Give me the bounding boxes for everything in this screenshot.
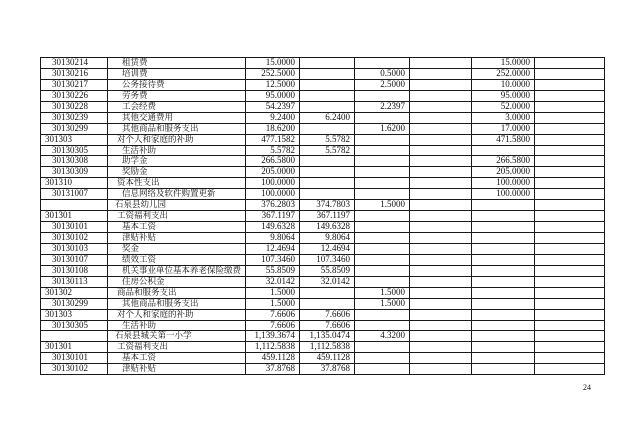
amount-cell [535,200,605,211]
code-cell: 30130101 [41,222,108,233]
table-row [41,364,605,375]
amount-cell: 1.5000 [355,200,410,211]
amount-cell [300,178,355,189]
amount-cell: 100.0000 [246,178,300,189]
amount-cell [535,277,605,288]
code-cell: 30130305 [41,146,108,157]
amount-cell: 477.1582 [246,135,300,146]
name-cell: 对个人和家庭的补助 [108,310,246,321]
amount-cell: 3.0000 [472,113,535,124]
amount-cell [355,266,410,277]
code-cell: 301301 [41,211,108,222]
name-cell: 津贴补贴 [108,233,246,244]
table-row [41,156,605,167]
amount-cell [355,189,410,200]
amount-cell: 1,135.0474 [300,331,355,342]
amount-cell: 1.6200 [355,124,410,135]
amount-cell: 2.2397 [355,102,410,113]
amount-cell: 459.1128 [300,353,355,364]
amount-cell [535,266,605,277]
amount-cell [472,244,535,255]
table-row [41,222,605,233]
table-row [41,200,605,211]
amount-cell [535,299,605,310]
amount-cell [410,277,472,288]
amount-cell: 7.6606 [300,310,355,321]
name-cell: 资本性支出 [108,178,246,189]
code-cell: 301303 [41,310,108,321]
code-cell: 30130226 [41,91,108,102]
amount-cell: 100.0000 [472,189,535,200]
amount-cell [410,244,472,255]
amount-cell: 18.6200 [246,124,300,135]
amount-cell [410,58,472,69]
table-row [41,58,605,69]
amount-cell [355,178,410,189]
amount-cell: 17.0000 [472,124,535,135]
amount-cell [355,255,410,266]
amount-cell: 100.0000 [246,189,300,200]
amount-cell [535,233,605,244]
amount-cell: 9.8064 [246,233,300,244]
name-cell: 劳务费 [108,91,246,102]
table-row [41,266,605,277]
amount-cell: 55.8509 [246,266,300,277]
amount-cell [355,342,410,353]
table-row [41,135,605,146]
amount-cell: 252.5000 [246,69,300,80]
amount-cell: 367.1197 [300,211,355,222]
code-cell: 30130299 [41,299,108,310]
amount-cell [410,124,472,135]
amount-cell: 1.5000 [355,299,410,310]
amount-cell [410,299,472,310]
amount-cell [355,58,410,69]
code-cell: 30130214 [41,58,108,69]
amount-cell: 9.8064 [300,233,355,244]
amount-cell: 1.5000 [355,288,410,299]
table-row [41,288,605,299]
amount-cell: 1,112.5838 [246,342,300,353]
amount-cell [535,91,605,102]
amount-cell: 6.2400 [300,113,355,124]
amount-cell [410,364,472,375]
amount-cell: 52.0000 [472,102,535,113]
table-row [41,342,605,353]
amount-cell: 5.5782 [300,135,355,146]
amount-cell: 149.6328 [300,222,355,233]
amount-cell [410,113,472,124]
code-cell: 30130308 [41,156,108,167]
amount-cell [535,342,605,353]
name-cell: 其他交通费用 [108,113,246,124]
amount-cell [535,167,605,178]
amount-cell [300,69,355,80]
amount-cell [535,80,605,91]
amount-cell: 95.0000 [246,91,300,102]
amount-cell [472,277,535,288]
name-cell: 生活补助 [108,321,246,332]
amount-cell: 32.0142 [300,277,355,288]
amount-cell: 37.8768 [246,364,300,375]
name-cell: 基本工资 [108,353,246,364]
amount-cell: 0.5000 [355,69,410,80]
amount-cell [410,200,472,211]
amount-cell: 12.4694 [246,244,300,255]
name-cell: 工会经费 [108,102,246,113]
code-cell: 30130239 [41,113,108,124]
amount-cell [535,353,605,364]
amount-cell [472,342,535,353]
amount-cell [355,135,410,146]
amount-cell [300,167,355,178]
name-cell: 助学金 [108,156,246,167]
amount-cell [535,146,605,157]
amount-cell [410,288,472,299]
code-cell: 301301 [41,342,108,353]
amount-cell [472,222,535,233]
code-cell: 30130217 [41,80,108,91]
amount-cell [355,167,410,178]
amount-cell: 376.2803 [246,200,300,211]
table-row [41,244,605,255]
table-row [41,277,605,288]
amount-cell [355,222,410,233]
amount-cell [535,178,605,189]
amount-cell: 459.1128 [246,353,300,364]
amount-cell [410,189,472,200]
amount-cell [300,189,355,200]
amount-cell [472,200,535,211]
amount-cell: 12.4694 [300,244,355,255]
name-cell: 奖金 [108,244,246,255]
amount-cell [300,91,355,102]
name-cell: 绩效工资 [108,255,246,266]
name-cell: 工资福利支出 [108,211,246,222]
amount-cell [472,255,535,266]
amount-cell [410,233,472,244]
amount-cell [300,58,355,69]
amount-cell [410,178,472,189]
amount-cell [535,58,605,69]
code-cell: 30130107 [41,255,108,266]
amount-cell [472,288,535,299]
amount-cell: 4.3200 [355,331,410,342]
amount-cell [355,146,410,157]
amount-cell [535,124,605,135]
amount-cell [410,342,472,353]
amount-cell: 54.2397 [246,102,300,113]
name-cell: 奖励金 [108,167,246,178]
amount-cell: 15.0000 [472,58,535,69]
table-row [41,146,605,157]
code-cell: 30130101 [41,353,108,364]
name-cell: 其他商品和服务支出 [108,299,246,310]
amount-cell: 471.5800 [472,135,535,146]
amount-cell [355,233,410,244]
code-cell: 30130102 [41,364,108,375]
amount-cell [410,80,472,91]
amount-cell [410,156,472,167]
table-row [41,331,605,342]
amount-cell: 7.6606 [246,310,300,321]
table-row [41,211,605,222]
amount-cell [410,135,472,146]
code-cell [41,331,108,342]
amount-cell [410,353,472,364]
name-cell: 津贴补贴 [108,364,246,375]
code-cell: 30130299 [41,124,108,135]
name-cell: 石泉县城关第一小学 [108,331,246,342]
amount-cell [300,102,355,113]
amount-cell [300,156,355,167]
amount-cell: 37.8768 [300,364,355,375]
amount-cell [472,310,535,321]
amount-cell [535,135,605,146]
amount-cell [535,189,605,200]
name-cell: 机关事业单位基本养老保险缴费 [108,266,246,277]
amount-cell [472,266,535,277]
amount-cell [535,321,605,332]
amount-cell: 12.5000 [246,80,300,91]
amount-cell [535,222,605,233]
code-cell: 30130102 [41,233,108,244]
amount-cell: 205.0000 [472,167,535,178]
table-row [41,124,605,135]
amount-cell [355,244,410,255]
amount-cell: 100.0000 [472,178,535,189]
table-row [41,167,605,178]
amount-cell: 10.0000 [472,80,535,91]
code-cell [41,200,108,211]
amount-cell [355,277,410,288]
amount-cell: 266.5800 [472,156,535,167]
amount-cell [355,156,410,167]
amount-cell [410,321,472,332]
code-cell: 30130108 [41,266,108,277]
page-number: 24 [583,383,591,392]
amount-cell [300,124,355,135]
table-row [41,189,605,200]
amount-cell: 32.0142 [246,277,300,288]
table-row [41,91,605,102]
table-row [41,113,605,124]
amount-cell: 266.5800 [246,156,300,167]
name-cell: 住房公积金 [108,277,246,288]
budget-table [40,57,605,375]
amount-cell [410,222,472,233]
amount-cell: 1.5000 [246,299,300,310]
table-row [41,255,605,266]
amount-cell: 5.5782 [246,146,300,157]
table-row [41,299,605,310]
amount-cell [410,146,472,157]
amount-cell [535,288,605,299]
amount-cell [355,211,410,222]
code-cell: 30130216 [41,69,108,80]
amount-cell [535,255,605,266]
table-row [41,353,605,364]
amount-cell: 107.3460 [246,255,300,266]
amount-cell: 7.6606 [246,321,300,332]
table-row [41,80,605,91]
amount-cell [355,321,410,332]
amount-cell [410,69,472,80]
table-row [41,233,605,244]
amount-cell: 1.5000 [246,288,300,299]
amount-cell: 5.5782 [300,146,355,157]
amount-cell [472,211,535,222]
amount-cell [535,156,605,167]
amount-cell [300,288,355,299]
amount-cell: 205.0000 [246,167,300,178]
table-row [41,310,605,321]
name-cell: 公务接待费 [108,80,246,91]
amount-cell [300,299,355,310]
amount-cell [355,310,410,321]
code-cell: 30130228 [41,102,108,113]
amount-cell [355,353,410,364]
code-cell: 301302 [41,288,108,299]
code-cell: 30130103 [41,244,108,255]
amount-cell [355,113,410,124]
amount-cell [535,364,605,375]
amount-cell [535,102,605,113]
amount-cell: 55.8509 [300,266,355,277]
name-cell: 培训费 [108,69,246,80]
amount-cell: 15.0000 [246,58,300,69]
amount-cell [535,244,605,255]
amount-cell: 1,112.5838 [300,342,355,353]
amount-cell [410,255,472,266]
amount-cell [410,91,472,102]
code-cell: 30130113 [41,277,108,288]
code-cell: 30130309 [41,167,108,178]
amount-cell [410,310,472,321]
table-row [41,69,605,80]
code-cell: 301303 [41,135,108,146]
amount-cell [410,102,472,113]
amount-cell: 7.6606 [300,321,355,332]
amount-cell [472,353,535,364]
amount-cell: 2.5000 [355,80,410,91]
amount-cell [355,364,410,375]
table-row [41,321,605,332]
name-cell: 对个人和家庭的补助 [108,135,246,146]
code-cell: 30130305 [41,321,108,332]
amount-cell [410,266,472,277]
table-row [41,178,605,189]
amount-cell [410,211,472,222]
name-cell: 基本工资 [108,222,246,233]
table-row [41,102,605,113]
name-cell: 信息网络及软件购置更新 [108,189,246,200]
amount-cell [535,310,605,321]
name-cell: 商品和服务支出 [108,288,246,299]
amount-cell: 149.6328 [246,222,300,233]
code-cell: 30131007 [41,189,108,200]
amount-cell [472,331,535,342]
name-cell: 工资福利支出 [108,342,246,353]
amount-cell: 107.3460 [300,255,355,266]
amount-cell [472,299,535,310]
amount-cell [472,321,535,332]
amount-cell: 374.7803 [300,200,355,211]
amount-cell [410,331,472,342]
name-cell: 石泉县幼儿园 [108,200,246,211]
amount-cell [535,331,605,342]
amount-cell: 1,139.3674 [246,331,300,342]
amount-cell [410,167,472,178]
amount-cell: 252.0000 [472,69,535,80]
name-cell: 其他商品和服务支出 [108,124,246,135]
amount-cell [472,364,535,375]
name-cell: 生活补助 [108,146,246,157]
amount-cell [472,146,535,157]
amount-cell: 367.1197 [246,211,300,222]
amount-cell [535,69,605,80]
amount-cell [535,113,605,124]
amount-cell: 9.2400 [246,113,300,124]
amount-cell: 95.0000 [472,91,535,102]
code-cell: 301310 [41,178,108,189]
amount-cell [355,91,410,102]
amount-cell [300,80,355,91]
name-cell: 租赁费 [108,58,246,69]
amount-cell [535,211,605,222]
amount-cell [472,233,535,244]
